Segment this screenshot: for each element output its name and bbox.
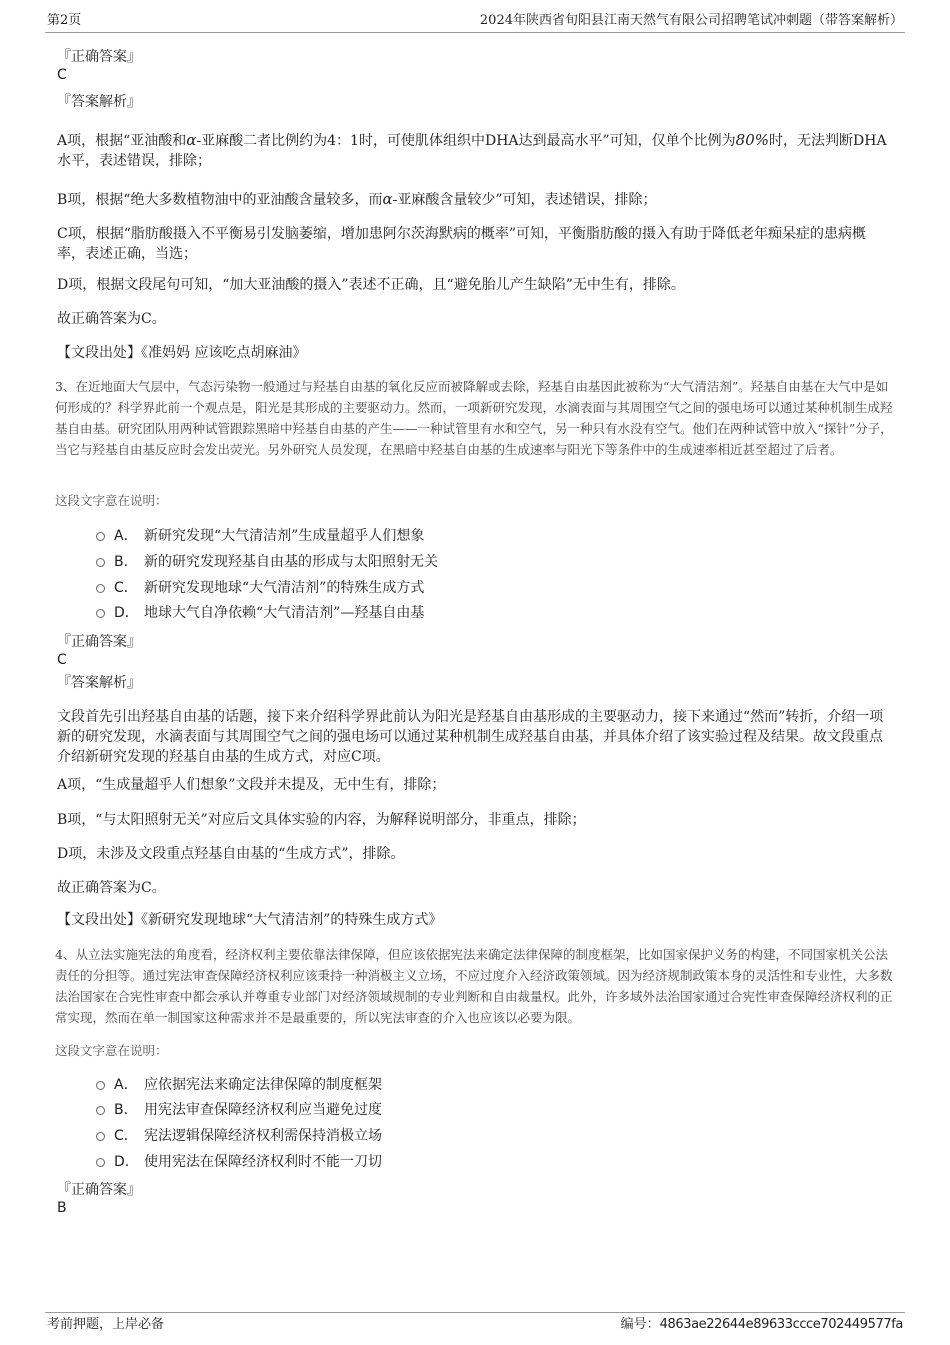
percent-value: 80% bbox=[735, 131, 770, 149]
document-title: 2024年陕西省旬阳县江南天然气有限公司招聘笔试冲刺题（带答案解析） bbox=[479, 13, 903, 28]
answer-label: 『正确答案』 bbox=[57, 1182, 141, 1198]
radio-button[interactable] bbox=[96, 558, 105, 567]
question-3-option-a[interactable]: A． 新研究发现“大气清洁剂”生成量超乎人们想象 bbox=[96, 525, 424, 547]
analysis-label: 『答案解析』 bbox=[57, 675, 141, 691]
question-4-text: 4、从立法实施宪法的角度看，经济权利主要依靠法律保障，但应该依据宪法来确定法律保障的制度框架，比如国家保护义务的构建，不同国家机关公法责任的分担等。通过宪法审查保障经济权利应该秉持一种消极主义立场，不应过度介入经济政策领域。因为经济规制政策本身的灵活性和专业性，大多数法治国家在合宪性审查中都会承认并尊重专业部门对经济领域规制的专业判断和自由裁量权。此外，许多域外法治国家通过合宪性审查保障经济权利的正常实现，然而在单一制国家这种需求并不是最重要的，所以宪法审查的介入也应该以必要为限。 bbox=[55, 947, 893, 1025]
analysis-option-d: D项，未涉及文段重点羟基自由基的“生成方式”，排除。 bbox=[57, 846, 405, 862]
alpha-symbol: α bbox=[186, 131, 197, 149]
analysis-option-c: C项，根据“脂肪酸摄入不平衡易引发脑萎缩，增加患阿尔茨海默病的概率”可知，平衡脂肪酸的摄入有助于降低老年痴呆症的患病概率，表述正确，当选； bbox=[57, 226, 867, 262]
question-4-option-d[interactable]: D． 使用宪法在保障经济权利时不能一刀切 bbox=[96, 1151, 382, 1173]
footer-slogan: 考前押题，上岸必备 bbox=[47, 1317, 165, 1332]
source-citation: 【文段出处】《新研究发现地球“大气清洁剂”的特殊生成方式》 bbox=[57, 912, 443, 928]
page-number: 第2页 bbox=[47, 13, 82, 28]
radio-button[interactable] bbox=[96, 1081, 105, 1090]
radio-button[interactable] bbox=[96, 584, 105, 593]
answer-value: C bbox=[57, 652, 67, 668]
question-3-text: 3、在近地面大气层中，气态污染物一般通过与羟基自由基的氧化反应而被降解或去除，羟基自由基因此被称为“大气清洁剂”。羟基自由基在大气中是如何形成的？科学界此前一个观点是，阳光是其形成的主要驱动力。然而，一项新研究发现，水滴表面与其周围空气之间的强电场可以通过某种机制生成羟基自由基。研究团队用两种试管跟踪黑暗中羟基自由基的产生——一种试管里有水和空气，另一种只有水没有空气。他们在两种试管中放入“探针”分子，当它与羟基自由基反应时会发出荧光。另外研究人员发现，在黑暗中羟基自由基的生成速率与阳光下等条件中的生成速率相近甚至超过了后者。 bbox=[55, 379, 893, 457]
analysis-option-b: B项，根据“绝大多数植物油中的亚油酸含量较多，而α-亚麻酸含量较少”可知，表述错误，排除； bbox=[57, 190, 657, 208]
analysis-option-a: A项，“生成量超乎人们想象”文段并未提及，无中生有，排除； bbox=[57, 777, 446, 793]
question-4-option-a[interactable]: A． 应依据宪法来确定法律保障的制度框架 bbox=[96, 1074, 382, 1096]
answer-label: 『正确答案』 bbox=[57, 634, 141, 650]
radio-button[interactable] bbox=[96, 1106, 105, 1115]
analysis-option-d: D项，根据文段尾句可知，“加大亚油酸的摄入”表述不正确，且“避免胎儿产生缺陷”无中生有，排除。 bbox=[57, 277, 685, 293]
question-4-option-b[interactable]: B． 用宪法审查保障经济权利应当避免过度 bbox=[96, 1099, 382, 1121]
analysis-option-b: B项，“与太阳照射无关”对应后文具体实验的内容，为解释说明部分，非重点，排除； bbox=[57, 812, 586, 828]
radio-button[interactable] bbox=[96, 1158, 105, 1167]
radio-button[interactable] bbox=[96, 532, 105, 541]
question-4-option-c[interactable]: C． 宪法逻辑保障经济权利需保持消极立场 bbox=[96, 1125, 382, 1147]
radio-button[interactable] bbox=[96, 609, 105, 618]
radio-button[interactable] bbox=[96, 1132, 105, 1141]
answer-value: C bbox=[57, 67, 67, 83]
answer-value: B bbox=[57, 1200, 67, 1216]
source-citation: 【文段出处】《准妈妈 应该吃点胡麻油》 bbox=[57, 345, 307, 361]
question-4-prompt: 这段文字意在说明： bbox=[55, 1043, 168, 1058]
analysis-option-a: A项，根据“亚油酸和α-亚麻酸二者比例约为4：1时，可使肌体组织中DHA达到最高水平”可知，仅单个比例为80%时，无法判断DHA水平，表述错误，排除； bbox=[57, 131, 887, 169]
document-code: 编号：4863ae22644e89633ccce702449577fa bbox=[620, 1317, 903, 1332]
conclusion: 故正确答案为C。 bbox=[57, 311, 166, 327]
question-3-option-d[interactable]: D． 地球大气自净依赖“大气清洁剂”—羟基自由基 bbox=[96, 602, 424, 624]
page-footer bbox=[45, 1312, 905, 1335]
conclusion: 故正确答案为C。 bbox=[57, 880, 166, 896]
alpha-symbol: α bbox=[382, 190, 393, 208]
analysis-label: 『答案解析』 bbox=[57, 94, 141, 110]
analysis-text: 文段首先引出羟基自由基的话题，接下来介绍科学界此前认为阳光是羟基自由基形成的主要驱动力，接下来通过“然而”转折，介绍一项新的研究发现，水滴表面与其周围空气之间的强电场可以通过某种机制生成羟基自由基，并具体介绍了该实验过程及结果。故文段重点介绍新研究发现的羟基自由基的生成方式，对应C项。 bbox=[57, 709, 884, 765]
question-3-option-b[interactable]: B． 新的研究发现羟基自由基的形成与太阳照射无关 bbox=[96, 551, 438, 573]
page-header bbox=[45, 10, 905, 33]
question-3-option-c[interactable]: C． 新研究发现地球“大气清洁剂”的特殊生成方式 bbox=[96, 577, 424, 599]
question-3-prompt: 这段文字意在说明： bbox=[55, 493, 168, 508]
answer-label: 『正确答案』 bbox=[57, 49, 141, 65]
